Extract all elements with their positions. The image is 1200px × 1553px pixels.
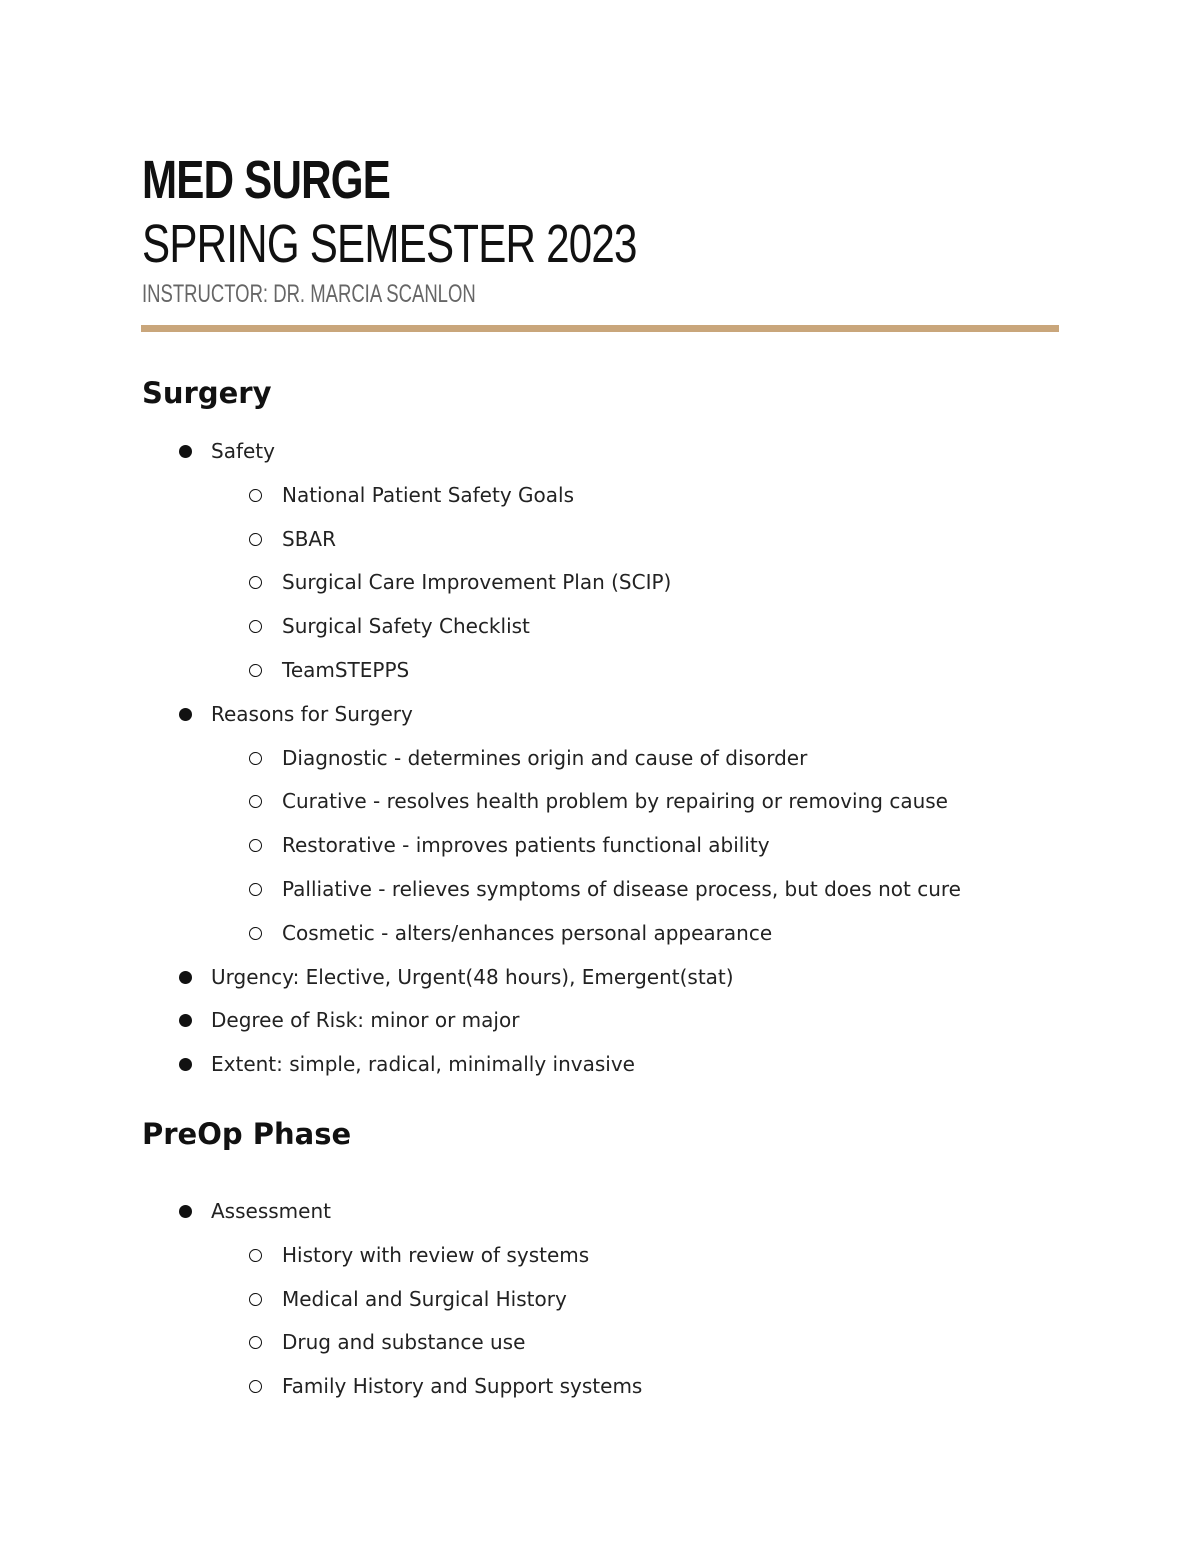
list-item [0, 1005, 1200, 1049]
list-item-text: Medical and Surgical History [282, 1286, 567, 1311]
hollow-bullet-icon [249, 620, 262, 633]
list-item [0, 1284, 1200, 1328]
hollow-bullet-icon [249, 1380, 262, 1393]
list-item [0, 1327, 1200, 1371]
list-item-text: Reasons for Surgery [211, 701, 413, 726]
list-item-text: Surgical Care Improvement Plan (SCIP) [282, 570, 672, 595]
hollow-bullet-icon [249, 489, 262, 502]
hollow-bullet-icon [249, 839, 262, 852]
preop-list [0, 1196, 1200, 1415]
list-item [0, 567, 1200, 611]
hollow-bullet-icon [249, 1293, 262, 1306]
course-title: MED SURGE [142, 150, 391, 210]
list-item-text: SBAR [282, 526, 336, 551]
filled-bullet-icon [179, 971, 192, 984]
list-item-text: Extent: simple, radical, minimally invasive [211, 1052, 635, 1077]
hollow-bullet-icon [249, 664, 262, 677]
filled-bullet-icon [179, 1205, 192, 1218]
document-header [142, 148, 776, 310]
instructor-line: INSTRUCTOR: DR. MARCIA SCANLON [142, 280, 476, 308]
list-item-text: Family History and Support systems [282, 1374, 643, 1399]
list-item [0, 1049, 1200, 1093]
section-heading-surgery: Surgery [142, 376, 272, 410]
section-heading-preop: PreOp Phase [142, 1117, 352, 1151]
hollow-bullet-icon [249, 1249, 262, 1262]
list-item [0, 743, 1200, 787]
filled-bullet-icon [179, 445, 192, 458]
hollow-bullet-icon [249, 1336, 262, 1349]
list-item-text: Restorative - improves patients functional ability [282, 833, 770, 858]
hollow-bullet-icon [249, 883, 262, 896]
list-item [0, 1196, 1200, 1240]
list-item-text: Curative - resolves health problem by repairing or removing cause [282, 789, 948, 814]
filled-bullet-icon [179, 1058, 192, 1071]
list-item-text: History with review of systems [282, 1242, 590, 1267]
list-item-text: TeamSTEPPS [282, 657, 410, 682]
list-item [0, 480, 1200, 524]
list-item-text: Degree of Risk: minor or major [211, 1008, 520, 1033]
list-item [0, 874, 1200, 918]
list-item [0, 918, 1200, 962]
list-item-text: Drug and substance use [282, 1330, 526, 1355]
hollow-bullet-icon [249, 533, 262, 546]
semester-title: SPRING SEMESTER 2023 [142, 214, 637, 274]
list-item-text: Safety [211, 439, 275, 463]
list-item [0, 655, 1200, 699]
list-item-text: National Patient Safety Goals [282, 482, 574, 507]
list-item-text: Cosmetic - alters/enhances personal appearance [282, 920, 773, 945]
list-item-text: Palliative - relieves symptoms of disease process, but does not cure [282, 876, 961, 901]
list-item [0, 1240, 1200, 1284]
surgery-list [0, 436, 1200, 1093]
list-item [0, 1371, 1200, 1415]
hollow-bullet-icon [249, 795, 262, 808]
hollow-bullet-icon [249, 576, 262, 589]
list-item-text: Surgical Safety Checklist [282, 614, 530, 639]
list-item [0, 699, 1200, 743]
list-item [0, 786, 1200, 830]
list-item [0, 524, 1200, 568]
hollow-bullet-icon [249, 752, 262, 765]
list-item-text: Diagnostic - determines origin and cause of disorder [282, 745, 808, 770]
filled-bullet-icon [179, 708, 192, 721]
list-item-text: Assessment [211, 1199, 331, 1223]
list-item [0, 830, 1200, 874]
filled-bullet-icon [179, 1014, 192, 1027]
list-item-text: Urgency: Elective, Urgent(48 hours), Emergent(stat) [211, 964, 734, 989]
list-item [0, 436, 1200, 480]
list-item [0, 962, 1200, 1006]
hollow-bullet-icon [249, 927, 262, 940]
list-item [0, 611, 1200, 655]
header-divider [141, 325, 1059, 332]
